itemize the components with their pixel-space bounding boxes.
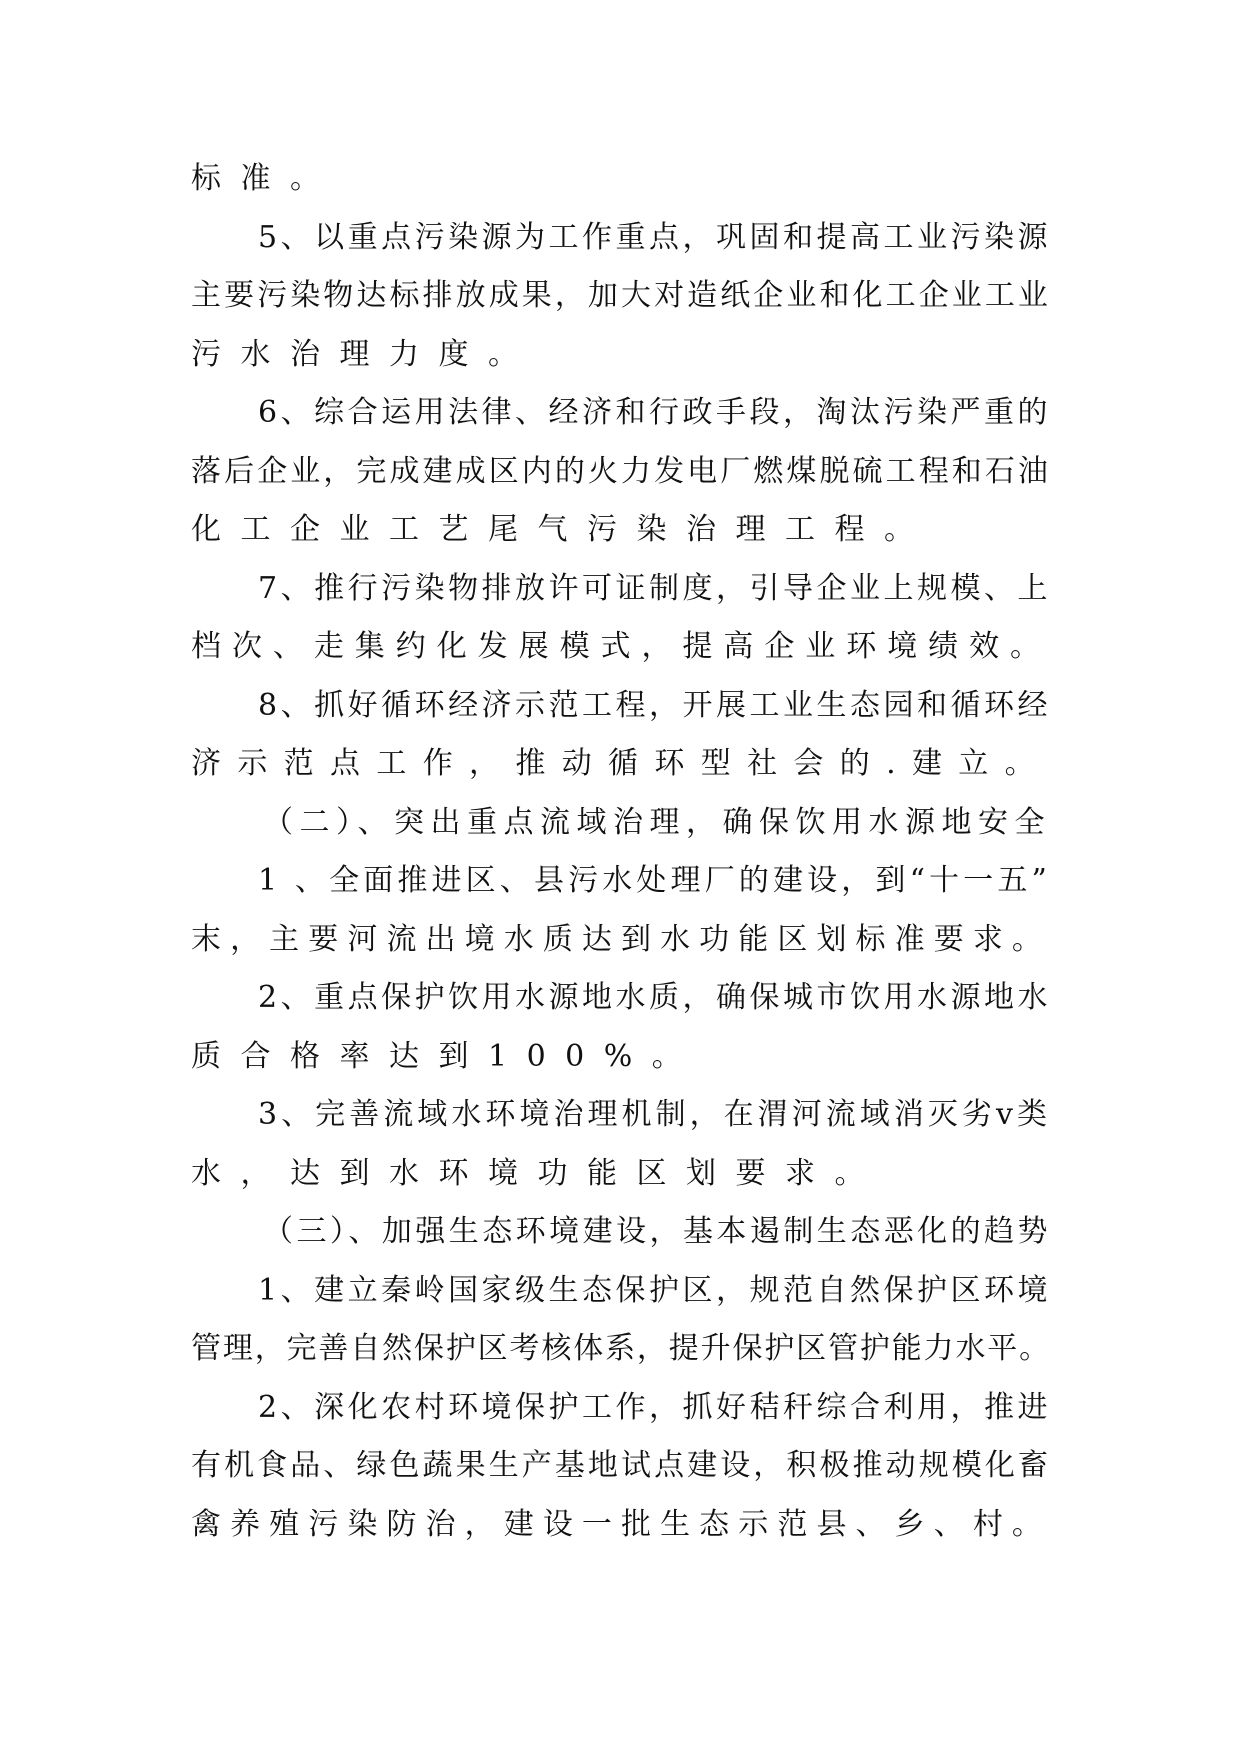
paragraph-line bbox=[191, 618, 1071, 677]
line-text: 5、以重点污染源为工作重点，巩固和提高工业污染源 bbox=[258, 219, 1051, 255]
section-heading-line bbox=[191, 794, 1071, 853]
paragraph-line bbox=[191, 150, 1071, 209]
paragraph-line bbox=[191, 969, 1071, 1028]
paragraph-line bbox=[191, 1262, 1071, 1321]
line-text: 济示范点工作，推动循环型社会的.建立。 bbox=[191, 746, 1051, 781]
line-text: 标准。 bbox=[191, 161, 340, 196]
line-text: 1 、全面推进区、县污水处理厂的建设，到“十一五” bbox=[258, 863, 1051, 898]
section-heading-line bbox=[191, 1203, 1071, 1262]
line-text: 3、完善流域水环境治理机制，在渭河流域消灭劣v类 bbox=[258, 1097, 1051, 1132]
paragraph-line bbox=[191, 677, 1071, 736]
paragraph-line bbox=[191, 384, 1071, 443]
line-text: 8、抓好循环经济示范工程，开展工业生态园和循环经 bbox=[258, 687, 1051, 723]
line-text: 管理，完善自然保护区考核体系，提升保护区管护能力水平。 bbox=[191, 1331, 1051, 1366]
paragraph-line bbox=[191, 443, 1071, 502]
line-text: 禽养殖污染防治，建设一批生态示范县、乡、村。 bbox=[191, 1506, 1051, 1542]
paragraph-line bbox=[191, 560, 1071, 619]
line-text: 主要污染物达标排放成果，加大对造纸企业和化工企业工业 bbox=[191, 278, 1051, 313]
line-text: 落后企业，完成建成区内的火力发电厂燃煤脱硫工程和石油 bbox=[191, 453, 1051, 489]
line-text: （三）、加强生态环境建设，基本遏制生态恶化的趋势 bbox=[263, 1214, 1051, 1249]
paragraph-line bbox=[191, 501, 1071, 560]
line-text: 2、重点保护饮用水源地水质，确保城市饮用水源地水 bbox=[258, 980, 1051, 1015]
line-text: 7、推行污染物排放许可证制度，引导企业上规模、上 bbox=[258, 570, 1051, 606]
paragraph-line bbox=[191, 1145, 1071, 1204]
paragraph-line bbox=[191, 852, 1071, 911]
line-text: 质合格率达到100%。 bbox=[191, 1038, 702, 1074]
line-text: 2、深化农村环境保护工作，抓好秸秆综合利用，推进 bbox=[258, 1389, 1051, 1425]
line-text: 化工企业工艺尾气污染治理工程。 bbox=[191, 512, 934, 547]
line-text: （二）、突出重点流域治理，确保饮用水源地安全 bbox=[263, 804, 1051, 840]
line-text: 末，主要河流出境水质达到水功能区划标准要求。 bbox=[191, 921, 1051, 957]
paragraph-line bbox=[191, 1379, 1071, 1438]
paragraph-line bbox=[191, 735, 1071, 794]
line-text: 水，达到水环境功能区划要求。 bbox=[191, 1155, 884, 1191]
line-text: 有机食品、绿色蔬果生产基地试点建设，积极推动规模化畜 bbox=[191, 1448, 1051, 1483]
line-text: 1、建立秦岭国家级生态保护区，规范自然保护区环境 bbox=[258, 1272, 1051, 1308]
paragraph-line bbox=[191, 911, 1071, 970]
line-text: 6、综合运用法律、经济和行政手段，淘汰污染严重的 bbox=[258, 395, 1051, 430]
paragraph-line bbox=[191, 1437, 1071, 1496]
line-text: 污水治理力度。 bbox=[191, 336, 538, 372]
paragraph-line bbox=[191, 326, 1071, 385]
paragraph-line bbox=[191, 1086, 1071, 1145]
paragraph-line bbox=[191, 267, 1071, 326]
paragraph-line bbox=[191, 1320, 1071, 1379]
paragraph-line bbox=[191, 1496, 1071, 1555]
paragraph-line bbox=[191, 209, 1071, 268]
line-text: 档次、走集约化发展模式，提高企业环境绩效。 bbox=[191, 629, 1051, 664]
paragraph-line bbox=[191, 1028, 1071, 1087]
document-body bbox=[191, 150, 1071, 1554]
